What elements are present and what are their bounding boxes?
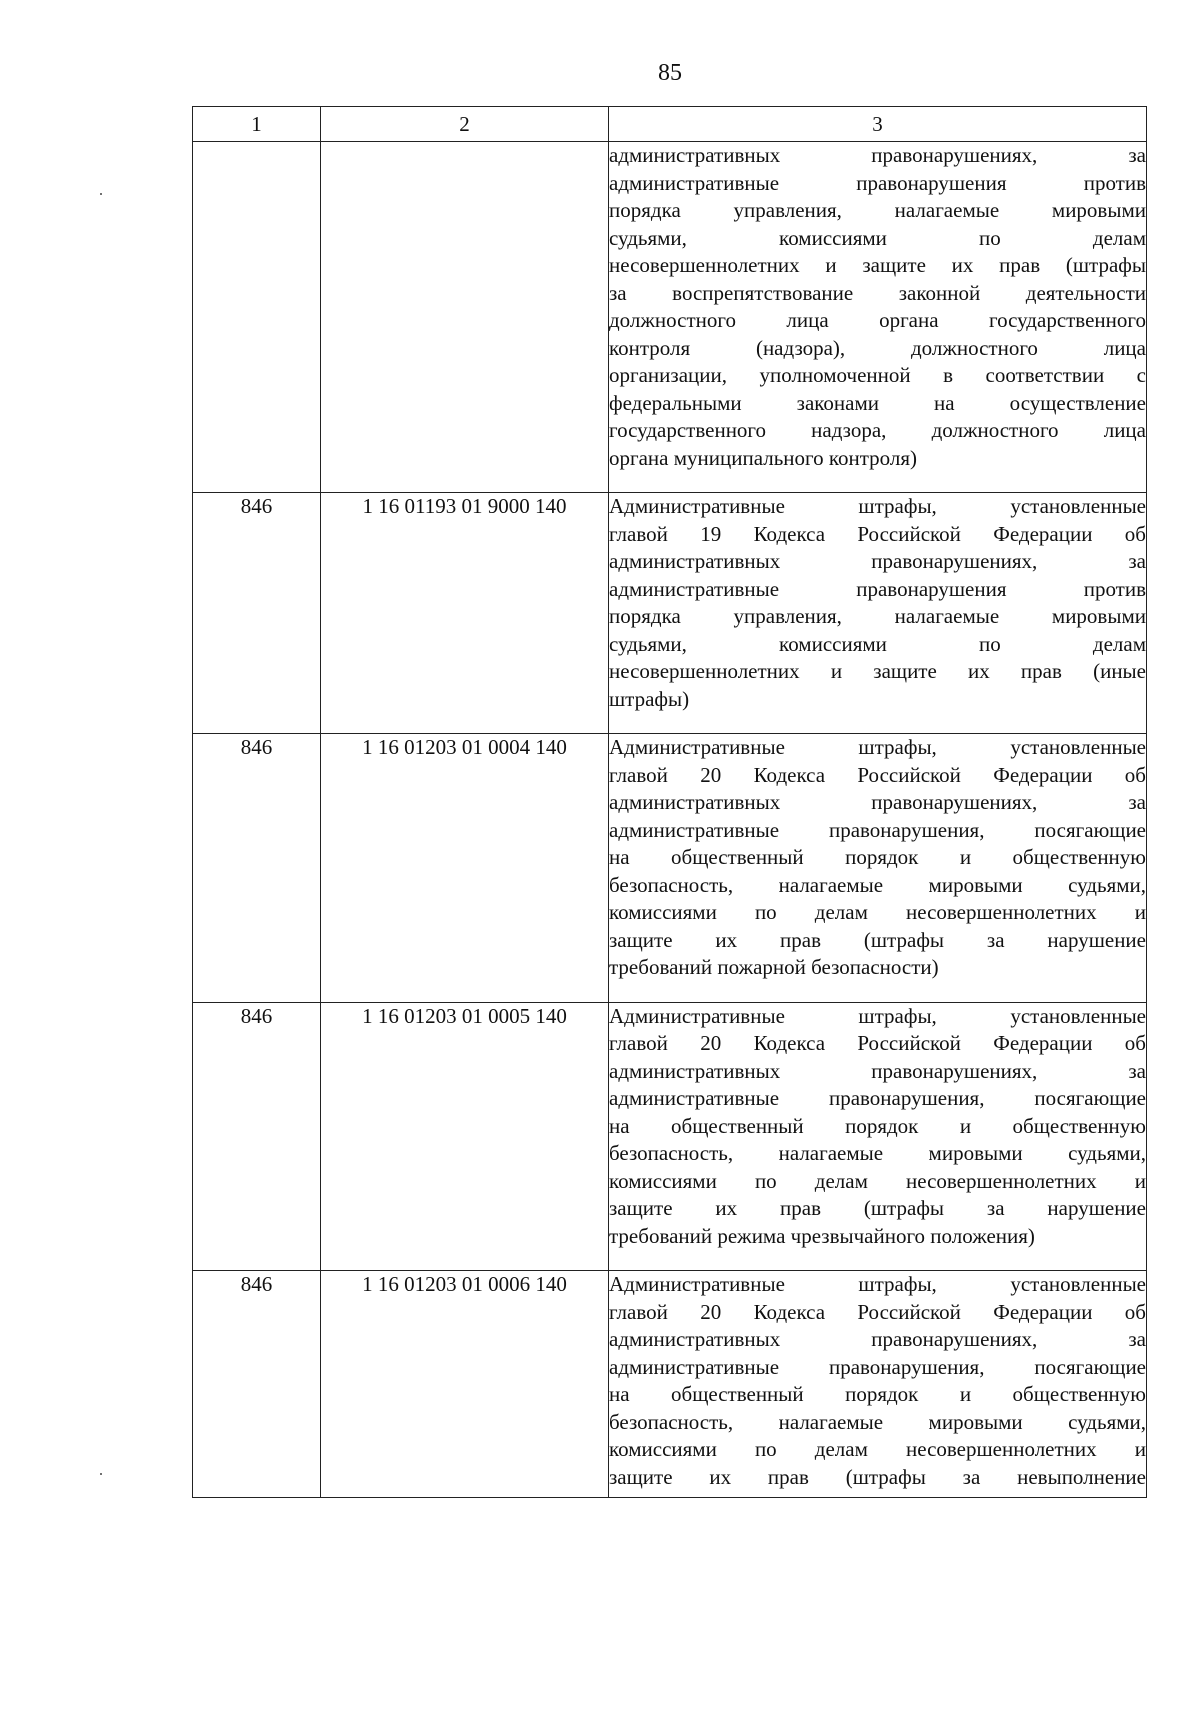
- description-line: главой 19 Кодекса Российской Федерации об: [609, 521, 1146, 546]
- description-line: защите их прав (штрафы за нарушение: [609, 927, 1146, 952]
- description-line: за воспрепятствование законной деятельности: [609, 280, 1146, 305]
- document-table: [192, 106, 1147, 1498]
- code-kbk-cell: [321, 142, 609, 493]
- table-row: [193, 1271, 1147, 1498]
- description-line: административных правонарушениях, за: [609, 790, 1146, 814]
- description-line: органа муниципального контроля): [609, 445, 918, 470]
- description-line: безопасность, налагаемые мировыми судьями,: [609, 1141, 1146, 1165]
- description-cell: [609, 1002, 1147, 1271]
- table-body: [193, 107, 1147, 1498]
- description-line: административные правонарушения против: [609, 576, 1146, 601]
- page-number: 85: [658, 60, 682, 86]
- description-cell: [609, 493, 1147, 734]
- code-kbk-cell: 1 16 01193 01 9000 140: [321, 493, 609, 734]
- code-kbk-cell: 1 16 01203 01 0005 140: [321, 1002, 609, 1271]
- description-line: штрафы): [609, 686, 690, 711]
- description-line: административные правонарушения, посягающие: [609, 1086, 1146, 1110]
- description-line: Административные штрафы, установленные: [609, 1272, 1146, 1296]
- description-line: несовершеннолетних и защите их прав (иные: [609, 659, 1146, 683]
- code-admin-cell: 846: [193, 734, 321, 1003]
- description-line: на общественный порядок и общественную: [609, 1113, 1146, 1138]
- description-line: организации, уполномоченной в соответствии с: [609, 363, 1146, 387]
- description-line: комиссиями по делам несовершеннолетних и: [609, 1168, 1146, 1193]
- description-line: порядка управления, налагаемые мировыми: [609, 198, 1146, 222]
- description-line: требований режима чрезвычайного положения): [609, 1223, 1035, 1248]
- code-admin-cell: 846: [193, 1002, 321, 1271]
- description-line: несовершеннолетних и защите их прав (штрафы: [609, 253, 1146, 277]
- description-line: порядка управления, налагаемые мировыми: [609, 604, 1146, 628]
- description-line: государственного надзора, должностного лица: [609, 418, 1146, 442]
- description-line: должностного лица органа государственного: [609, 308, 1146, 332]
- table-row: [193, 734, 1147, 1003]
- description-line: комиссиями по делам несовершеннолетних и: [609, 1437, 1146, 1461]
- description-line: административные правонарушения против: [609, 170, 1146, 195]
- description-line: судьями, комиссиями по делам: [609, 631, 1146, 656]
- table-header-row: [193, 107, 1147, 142]
- description-line: Административные штрафы, установленные: [609, 494, 1146, 518]
- description-line: федеральными законами на осуществление: [609, 390, 1146, 415]
- description-line: главой 20 Кодекса Российской Федерации об: [609, 1299, 1146, 1324]
- description-line: на общественный порядок и общественную: [609, 1382, 1146, 1406]
- description-cell: [609, 734, 1147, 1003]
- description-line: защите их прав (штрафы за невыполнение: [609, 1464, 1146, 1489]
- description-line: административных правонарушениях, за: [609, 1058, 1146, 1083]
- code-admin-cell: [193, 142, 321, 493]
- table-row: [193, 493, 1147, 734]
- description-line: административных правонарушениях, за: [609, 549, 1146, 573]
- description-line: на общественный порядок и общественную: [609, 845, 1146, 869]
- description-line: Административные штрафы, установленные: [609, 1003, 1146, 1028]
- description-line: административные правонарушения, посягающие: [609, 817, 1146, 842]
- description-line: комиссиями по делам несовершеннолетних и: [609, 900, 1146, 924]
- description-line: Административные штрафы, установленные: [609, 735, 1146, 759]
- description-line: административных правонарушениях, за: [609, 1327, 1146, 1351]
- description-line: судьями, комиссиями по делам: [609, 225, 1146, 250]
- table-row: [193, 142, 1147, 493]
- table-row: [193, 1002, 1147, 1271]
- header-col-3: 3: [609, 107, 1147, 142]
- description-line: требований пожарной безопасности): [609, 955, 939, 979]
- scan-speck: [100, 193, 102, 195]
- description-line: административные правонарушения, посягающие: [609, 1354, 1146, 1379]
- description-line: главой 20 Кодекса Российской Федерации об: [609, 762, 1146, 787]
- code-admin-cell: 846: [193, 493, 321, 734]
- header-col-2: 2: [321, 107, 609, 142]
- code-kbk-cell: 1 16 01203 01 0004 140: [321, 734, 609, 1003]
- code-admin-cell: 846: [193, 1271, 321, 1498]
- description-line: контроля (надзора), должностного лица: [609, 335, 1146, 360]
- code-kbk-cell: 1 16 01203 01 0006 140: [321, 1271, 609, 1498]
- scan-speck: [100, 1473, 102, 1475]
- header-col-1: 1: [193, 107, 321, 142]
- description-cell: [609, 142, 1147, 493]
- description-line: главой 20 Кодекса Российской Федерации об: [609, 1031, 1146, 1055]
- description-line: административных правонарушениях, за: [609, 143, 1146, 167]
- description-line: безопасность, налагаемые мировыми судьями,: [609, 872, 1146, 897]
- description-line: безопасность, налагаемые мировыми судьями,: [609, 1409, 1146, 1434]
- description-line: защите их прав (штрафы за нарушение: [609, 1196, 1146, 1220]
- description-cell: [609, 1271, 1147, 1498]
